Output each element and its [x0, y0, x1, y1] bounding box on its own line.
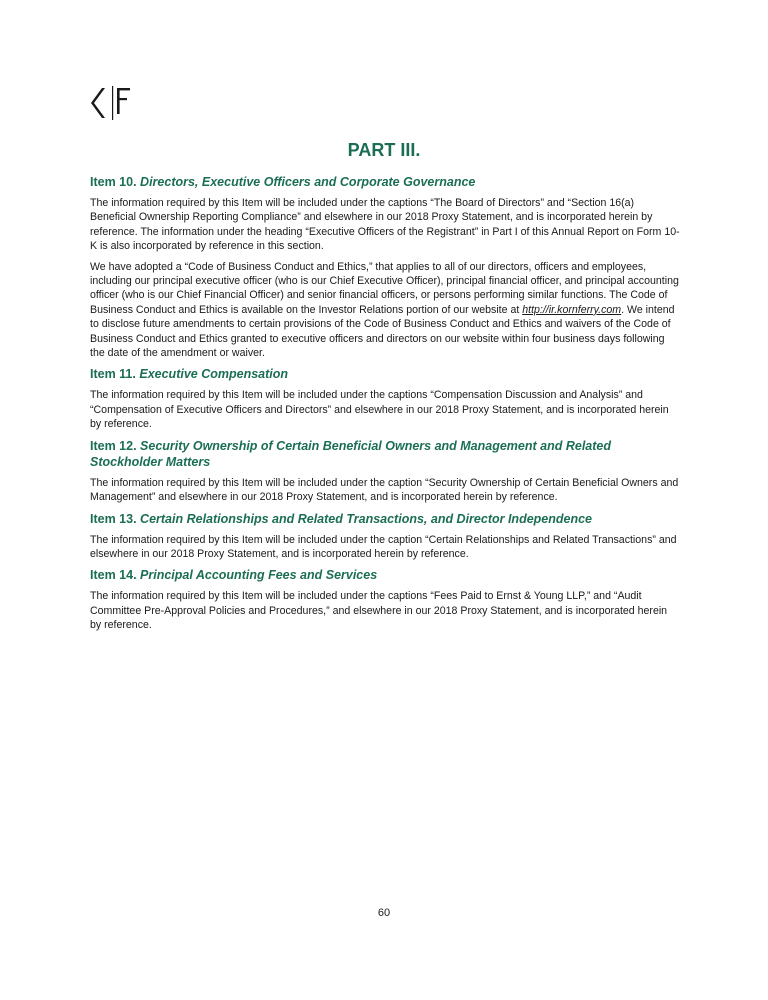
item-12-section — [90, 438, 680, 505]
item-title: Executive Compensation — [139, 367, 289, 382]
item-number: Item 10. — [90, 175, 137, 189]
item-13-section — [90, 511, 680, 562]
part-title: PART III. — [347, 140, 421, 160]
paragraph: The information required by this Item will be included under the caption “Certain Relationships and Related Transactions” and elsewhere in our 2018 Proxy Statement, and is incorporated herein by reference. — [90, 533, 677, 560]
item-title: Directors, Executive Officers and Corporate Governance — [140, 175, 476, 189]
item-number: Item 12. — [90, 438, 137, 453]
item-14-section — [90, 567, 680, 632]
item-heading — [90, 438, 680, 470]
item-10-section — [90, 174, 680, 360]
item-heading — [90, 366, 680, 382]
investor-relations-link[interactable]: http://ir.kornferry.com — [522, 303, 622, 316]
paragraph: The information required by this Item will be included under the caption “Security Ownership of Certain Beneficial Owners and Management” and elsewhere in our 2018 Proxy Statement, and is incorporated herein by reference. — [90, 476, 679, 504]
paragraph-text: . We intend to disclose future amendments to certain provisions of the Code of Business Conduct and Ethics and waivers of the Code of Business Conduct and Ethics granted to executive officers and directors on our website within four business days following the date of the amendment or waiver. — [90, 303, 675, 360]
item-11-section — [90, 366, 680, 431]
page-number: 60 — [377, 907, 391, 919]
item-title: Principal Accounting Fees and Services — [140, 568, 378, 583]
document-body — [90, 174, 680, 639]
paragraph: The information required by this Item will be included under the captions “The Board of Directors” and “Section 16(a) Beneficial Ownership Reporting Compliance” and elsewhere in our 2018 Proxy Statement, and is incorporated herein by reference. The information under the heading “Executive Officers of the Registrant” in Part I of this Annual Report on Form 10-K is also incorporated by reference in this section. — [90, 197, 680, 253]
kf-monogram-icon — [88, 84, 136, 122]
paragraph: The information required by this Item will be included under the captions “Fees Paid to Ernst & Young LLP,” and “Audit Committee Pre-Approval Policies and Procedures,” and elsewhere in our 2018 Proxy Statement, and is incorporated herein by reference. — [90, 590, 668, 632]
code-of-conduct-paragraph — [90, 260, 680, 361]
paragraph-text: We have adopted a “Code of Business Conduct and Ethics,” that applies to all of our directors, officers and employees, including our principal executive officer (who is our Chief Executive Officer), principal financial officer, and principal accounting officer (who is our Chief Financial Officer) and senior financial officers, or persons performing similar functions. The Code of Business Conduct and Ethics is available on the Investor Relations portion of our website at — [90, 260, 679, 316]
item-title: Certain Relationships and Related Transactions, and Director Independence — [140, 511, 593, 526]
item-number: Item 14. — [90, 568, 137, 583]
item-heading — [90, 567, 680, 583]
korn-ferry-logo — [88, 84, 136, 122]
item-title: Security Ownership of Certain Beneficial Owners and Management and Related Stockholder Matters — [90, 438, 611, 469]
paragraph: The information required by this Item will be included under the captions “Compensation Discussion and Analysis” and “Compensation of Executive Officers and Directors” and elsewhere in our 2018 Proxy Statement, and is incorporated herein by reference. — [90, 389, 669, 431]
item-number: Item 13. — [90, 511, 137, 526]
item-heading — [90, 511, 680, 527]
item-heading — [90, 174, 680, 190]
item-number: Item 11. — [90, 367, 136, 382]
